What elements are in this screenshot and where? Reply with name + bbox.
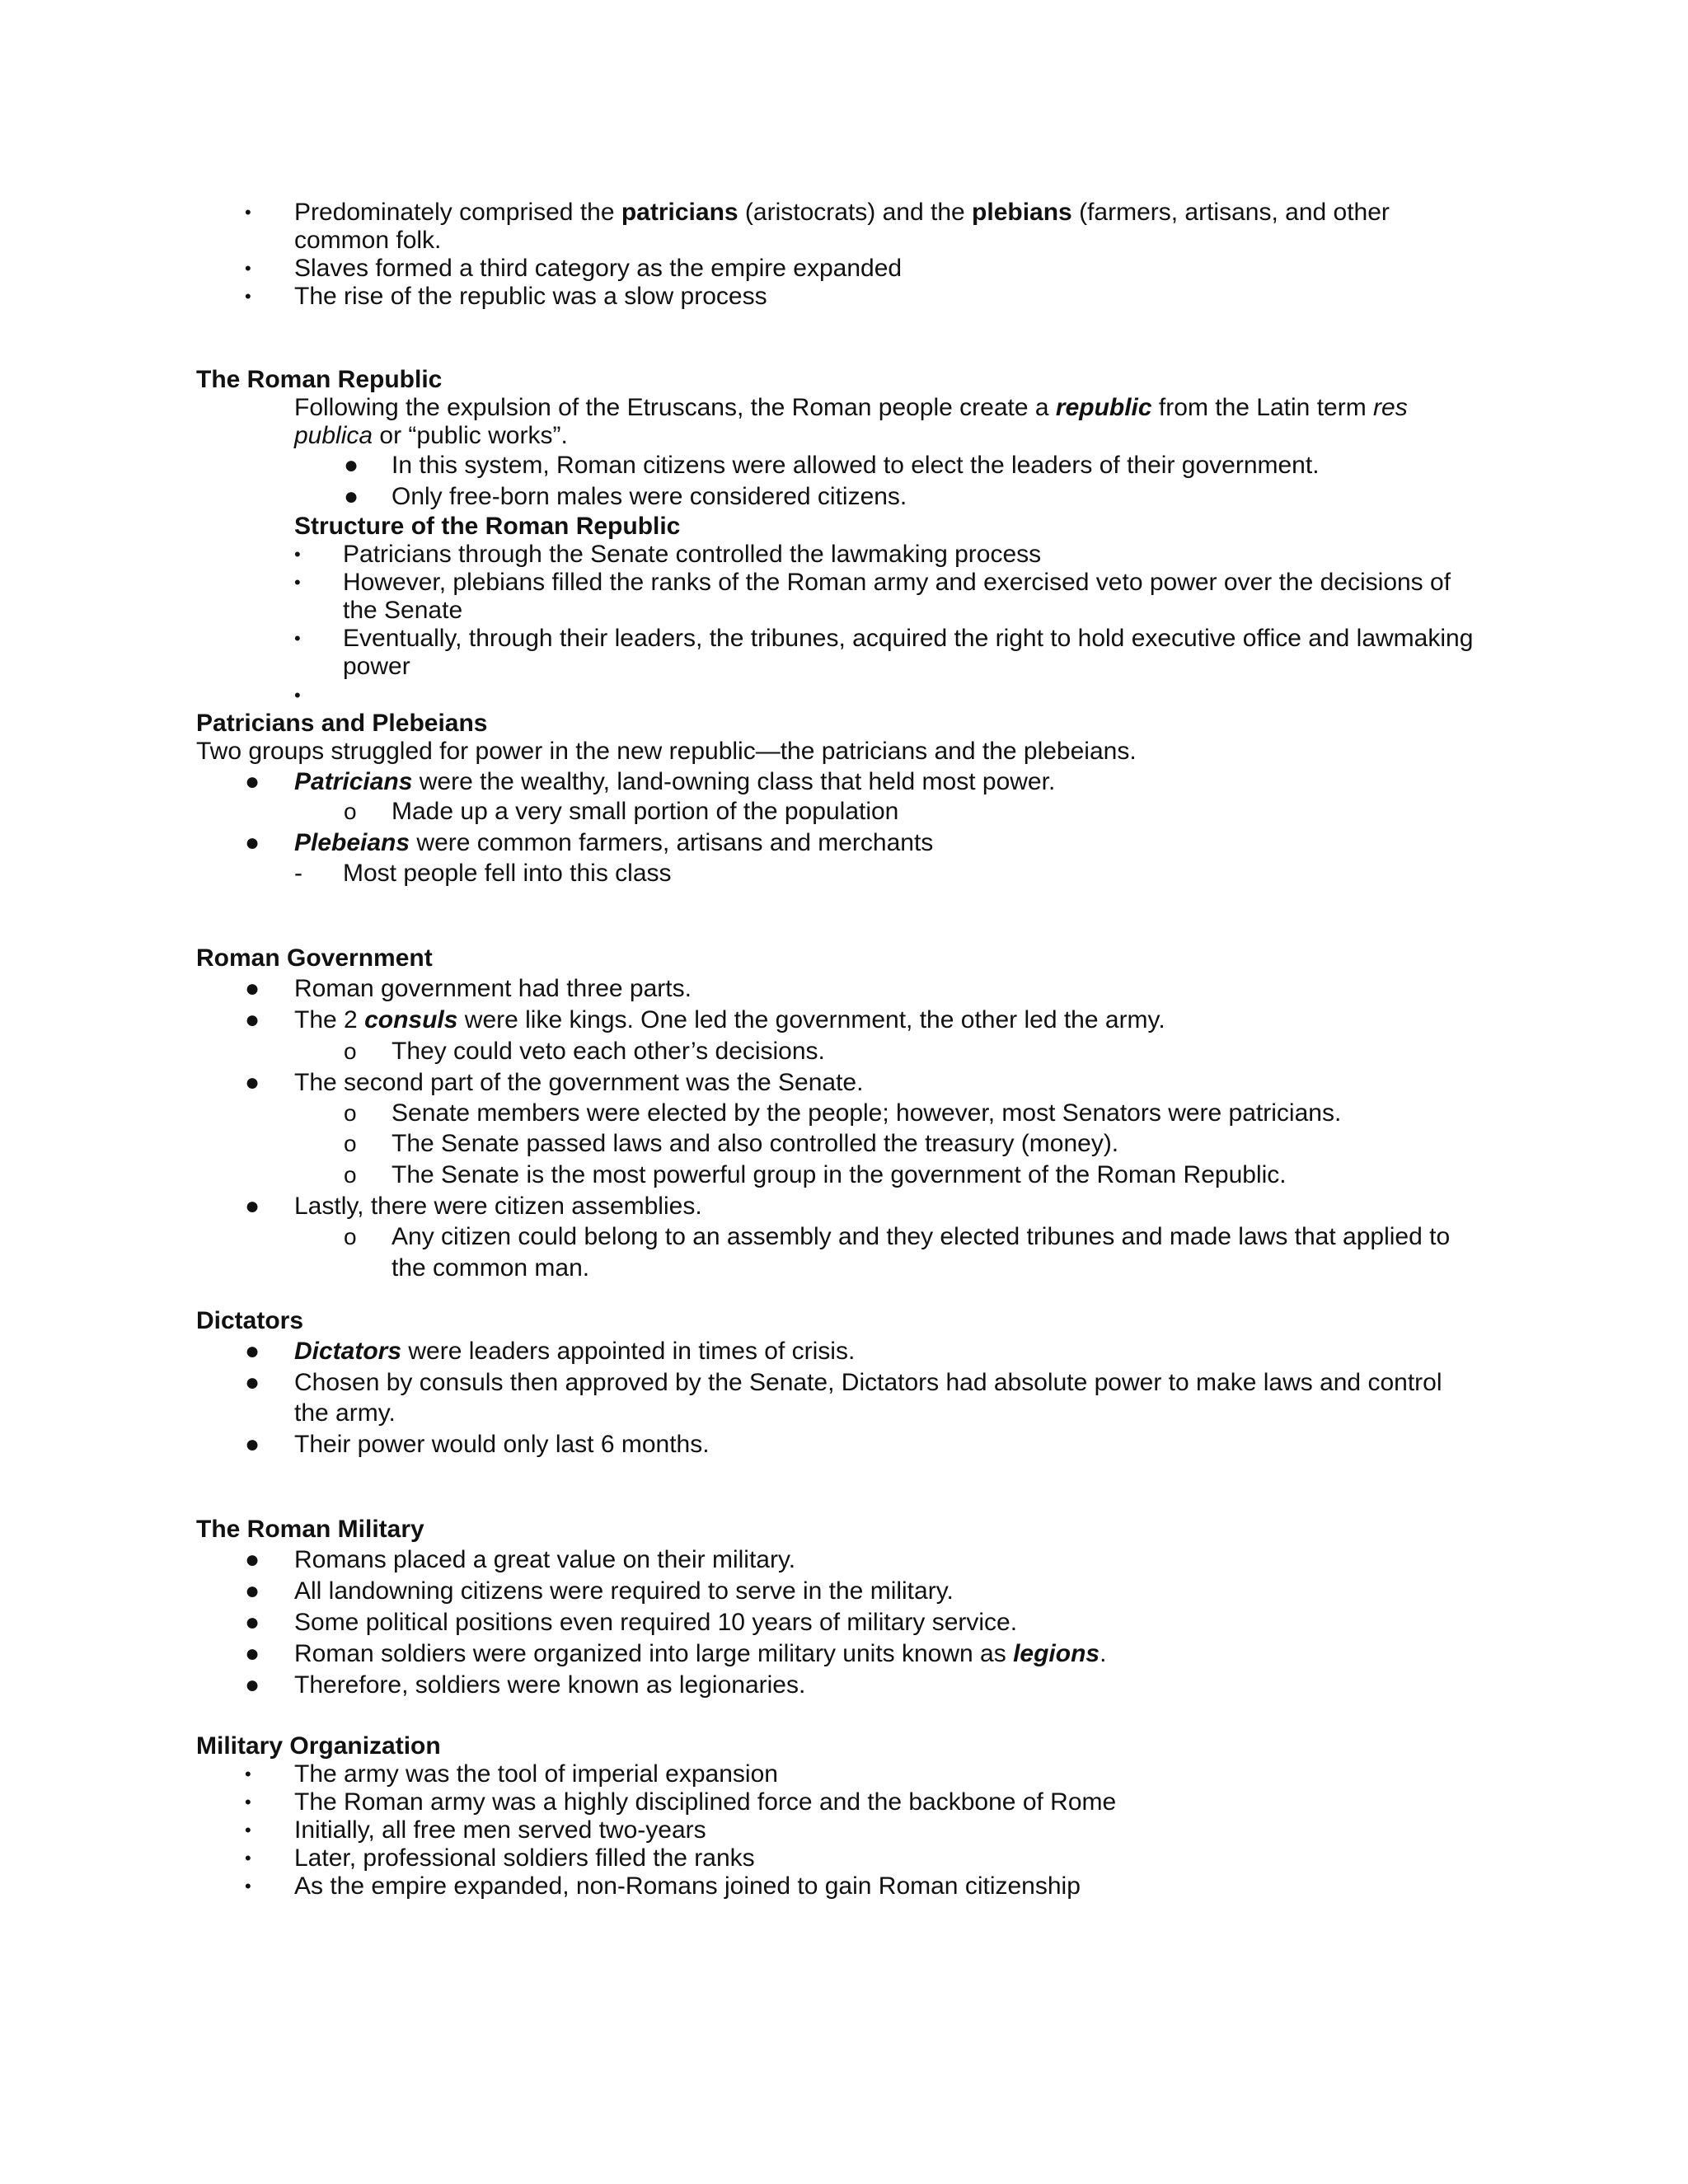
- text: were common farmers, artisans and merchants: [410, 829, 934, 856]
- text: (aristocrats) and the: [738, 199, 973, 226]
- bullet-icon: ●: [245, 975, 260, 1002]
- patricians-sub-2: Most people fell into this class: [343, 860, 672, 887]
- hollow-bullet-icon: o: [344, 799, 357, 824]
- government-bullet-2: [294, 1005, 1165, 1035]
- bullet-icon: ●: [245, 768, 260, 795]
- government-sub-2: Senate members were elected by the people; however, most Senators were patricians.: [392, 1099, 1342, 1127]
- bullet-icon: ●: [245, 1006, 260, 1033]
- text: Following the expulsion of the Etruscans, the Roman people create a: [294, 394, 1056, 421]
- term-legions: legions: [1013, 1640, 1100, 1667]
- dictators-bullet-2-cont: the army.: [294, 1399, 396, 1427]
- term-plebians: plebians: [972, 199, 1072, 226]
- government-sub-4: The Senate is the most powerful group in the government of the Roman Republic.: [392, 1161, 1287, 1188]
- bullet-icon: ●: [245, 1609, 260, 1636]
- bullet-icon: ●: [245, 1338, 260, 1365]
- text: or “public works”.: [373, 422, 568, 449]
- bullet-icon: ●: [245, 1069, 260, 1096]
- text: were like kings. One led the government, the other led the army.: [457, 1006, 1165, 1033]
- organization-bullet-2: The Roman army was a highly disciplined force and the backbone of Rome: [294, 1788, 1117, 1816]
- intro-line-3: Slaves formed a third category as the empire expanded: [294, 255, 903, 282]
- bullet-icon: •: [245, 258, 251, 279]
- bullet-icon: ●: [245, 1431, 260, 1458]
- text: (farmers, artisans, and other: [1071, 199, 1390, 226]
- bullet-icon: ●: [245, 1546, 260, 1573]
- bullet-icon: ●: [245, 1671, 260, 1699]
- military-bullet-4: [294, 1639, 1106, 1669]
- dash-icon: -: [294, 860, 302, 887]
- heading-structure: Structure of the Roman Republic: [294, 513, 681, 540]
- government-sub-3: The Senate passed laws and also controlled the treasury (money).: [392, 1130, 1119, 1157]
- structure-bullet-2: However, plebians filled the ranks of the Roman army and exercised veto power over the decisions of: [343, 569, 1451, 596]
- hollow-bullet-icon: o: [344, 1162, 357, 1188]
- bullet-icon: ●: [245, 1577, 260, 1605]
- republic-para-2: [294, 421, 568, 451]
- bullet-icon: ●: [245, 1369, 260, 1396]
- hollow-bullet-icon: o: [344, 1131, 357, 1156]
- text: were leaders appointed in times of crisis.: [401, 1338, 856, 1365]
- bullet-icon: •: [245, 202, 251, 223]
- bullet-icon: •: [245, 286, 251, 307]
- bullet-icon: ●: [245, 1193, 260, 1220]
- heading-patricians-plebeians: Patricians and Plebeians: [196, 710, 488, 737]
- dictators-bullet-2: Chosen by consuls then approved by the Senate, Dictators had absolute power to make laws and control: [294, 1369, 1442, 1396]
- military-bullet-3: Some political positions even required 10 years of military service.: [294, 1609, 1018, 1636]
- dictators-bullet-3: Their power would only last 6 months.: [294, 1431, 710, 1458]
- bullet-icon: •: [294, 685, 301, 705]
- bullet-icon: ●: [245, 1640, 260, 1667]
- organization-bullet-5: As the empire expanded, non-Romans joined to gain Roman citizenship: [294, 1872, 1081, 1900]
- government-bullet-4: Lastly, there were citizen assemblies.: [294, 1193, 702, 1220]
- bullet-icon: •: [245, 1876, 251, 1896]
- bullet-icon: •: [245, 1848, 251, 1868]
- heading-dictators: Dictators: [196, 1307, 304, 1334]
- military-bullet-1: Romans placed a great value on their military.: [294, 1546, 796, 1573]
- text: .: [1100, 1640, 1107, 1667]
- republic-bullet-1: In this system, Roman citizens were allowed to elect the leaders of their government.: [392, 452, 1320, 479]
- government-sub-5-cont: the common man.: [392, 1254, 590, 1282]
- text: from the Latin term: [1151, 394, 1374, 421]
- intro-line-1: [294, 198, 1390, 227]
- patricians-sub-1: Made up a very small portion of the population: [392, 798, 899, 825]
- heading-military-organization: Military Organization: [196, 1732, 441, 1760]
- text: Predominately comprised the: [294, 199, 621, 226]
- organization-bullet-4: Later, professional soldiers filled the ranks: [294, 1844, 755, 1872]
- term-plebeians: Plebeians: [294, 829, 410, 856]
- patricians-bullet-1: [294, 767, 1055, 797]
- structure-bullet-1: Patricians through the Senate controlled the lawmaking process: [343, 541, 1042, 568]
- structure-bullet-3-cont: power: [343, 653, 410, 680]
- text: were the wealthy, land-owning class that held most power.: [412, 768, 1056, 795]
- bullet-icon: ●: [344, 483, 359, 510]
- bullet-icon: •: [294, 544, 301, 565]
- patricians-bullet-2: [294, 828, 933, 858]
- text: The 2: [294, 1006, 365, 1033]
- organization-bullet-1: The army was the tool of imperial expansion: [294, 1760, 778, 1788]
- organization-bullet-3: Initially, all free men served two-years: [294, 1816, 706, 1844]
- government-sub-1: They could veto each other’s decisions.: [392, 1038, 825, 1065]
- term-patricians: Patricians: [294, 768, 413, 795]
- patricians-intro: Two groups struggled for power in the new republic—the patricians and the plebeians.: [196, 738, 1137, 765]
- republic-para-1: [294, 393, 1408, 423]
- dictators-bullet-1: [294, 1337, 855, 1366]
- government-bullet-1: Roman government had three parts.: [294, 975, 692, 1002]
- government-bullet-3: The second part of the government was the Senate.: [294, 1069, 864, 1096]
- term-publica: publica: [294, 422, 373, 449]
- bullet-icon: •: [245, 1764, 251, 1784]
- intro-line-2: common folk.: [294, 227, 442, 254]
- bullet-icon: •: [294, 572, 301, 593]
- term-republic: republic: [1055, 394, 1152, 421]
- bullet-icon: •: [294, 628, 301, 649]
- structure-bullet-3: Eventually, through their leaders, the tribunes, acquired the right to hold executive office and lawmaking: [343, 625, 1474, 652]
- hollow-bullet-icon: o: [344, 1224, 357, 1249]
- term-res: res: [1373, 394, 1408, 421]
- heading-roman-government: Roman Government: [196, 944, 433, 972]
- republic-bullet-2: Only free-born males were considered citizens.: [392, 483, 907, 510]
- hollow-bullet-icon: o: [344, 1100, 357, 1126]
- term-patricians: patricians: [621, 199, 738, 226]
- term-dictators: Dictators: [294, 1338, 402, 1365]
- intro-line-4: The rise of the republic was a slow process: [294, 283, 767, 310]
- structure-bullet-2-cont: the Senate: [343, 597, 463, 624]
- bullet-icon: •: [245, 1820, 251, 1840]
- heading-roman-republic: The Roman Republic: [196, 366, 443, 393]
- bullet-icon: ●: [344, 452, 359, 479]
- government-sub-5: Any citizen could belong to an assembly and they elected tribunes and made laws that applied to: [392, 1223, 1451, 1250]
- hollow-bullet-icon: o: [344, 1038, 357, 1064]
- term-consuls: consuls: [364, 1006, 458, 1033]
- military-bullet-2: All landowning citizens were required to serve in the military.: [294, 1577, 954, 1605]
- text: Roman soldiers were organized into large military units known as: [294, 1640, 1014, 1667]
- heading-roman-military: The Roman Military: [196, 1516, 424, 1543]
- bullet-icon: ●: [245, 829, 260, 856]
- military-bullet-5: Therefore, soldiers were known as legionaries.: [294, 1671, 806, 1699]
- bullet-icon: •: [245, 1792, 251, 1812]
